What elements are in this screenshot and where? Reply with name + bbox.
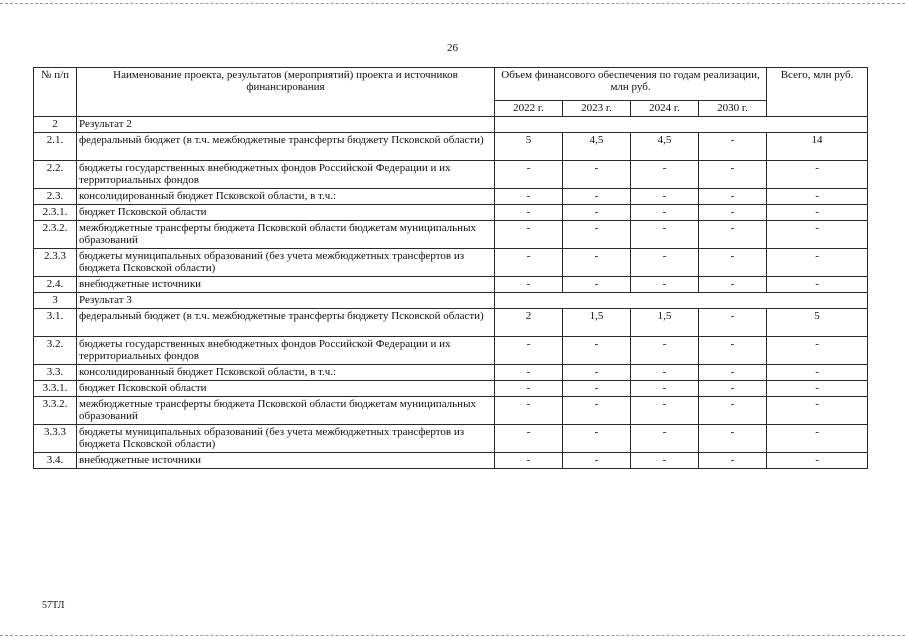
value-2023: -: [563, 381, 631, 397]
value-2023: -: [563, 189, 631, 205]
value-2024: -: [631, 397, 699, 425]
value-total: 14: [767, 133, 868, 161]
value-2023: -: [563, 221, 631, 249]
header-volume: Объем финансового обеспечения по годам реализации, млн руб.: [495, 68, 767, 101]
value-2024: -: [631, 189, 699, 205]
scan-edge-bottom: [0, 635, 905, 636]
value-2024: -: [631, 381, 699, 397]
financing-table: [33, 67, 868, 469]
section-title: Результат 3: [77, 293, 495, 309]
scan-edge-top: [0, 3, 905, 4]
row-number: 3.3.: [34, 365, 77, 381]
value-2022: -: [495, 221, 563, 249]
row-name: федеральный бюджет (в т.ч. межбюджетные трансферты бюджету Псковской области): [77, 133, 495, 161]
value-2030: -: [699, 309, 767, 337]
value-2024: -: [631, 453, 699, 469]
value-2030: -: [699, 365, 767, 381]
table-row: [34, 381, 868, 397]
row-name: бюджеты государственных внебюджетных фондов Российской Федерации и их территориальных фондов: [77, 161, 495, 189]
row-number: 2.1.: [34, 133, 77, 161]
value-2030: -: [699, 221, 767, 249]
value-2023: 4,5: [563, 133, 631, 161]
value-2030: -: [699, 249, 767, 277]
table-row: [34, 425, 868, 453]
value-2023: -: [563, 397, 631, 425]
value-2024: -: [631, 425, 699, 453]
row-name: бюджеты муниципальных образований (без учета межбюджетных трансфертов из бюджета Псковской области): [77, 425, 495, 453]
section-title: Результат 2: [77, 117, 495, 133]
header-num: № п/п: [34, 68, 77, 117]
value-2024: 4,5: [631, 133, 699, 161]
value-2024: -: [631, 161, 699, 189]
value-2023: -: [563, 453, 631, 469]
value-2024: -: [631, 277, 699, 293]
row-number: 3: [34, 293, 77, 309]
row-name: консолидированный бюджет Псковской области, в т.ч.:: [77, 189, 495, 205]
row-name: бюджеты муниципальных образований (без учета межбюджетных трансфертов из бюджета Псковской области): [77, 249, 495, 277]
table-row: [34, 337, 868, 365]
value-2022: -: [495, 189, 563, 205]
header-year-2024: 2024 г.: [631, 101, 699, 117]
value-2022: -: [495, 249, 563, 277]
row-name: консолидированный бюджет Псковской области, в т.ч.:: [77, 365, 495, 381]
value-2030: -: [699, 161, 767, 189]
header-year-2023: 2023 г.: [563, 101, 631, 117]
table-row: [34, 161, 868, 189]
row-name: бюджет Псковской области: [77, 205, 495, 221]
table-row: [34, 453, 868, 469]
value-2023: -: [563, 249, 631, 277]
header-total: Всего, млн руб.: [767, 68, 868, 117]
value-2022: -: [495, 381, 563, 397]
value-total: -: [767, 277, 868, 293]
row-name: внебюджетные источники: [77, 453, 495, 469]
value-2024: -: [631, 337, 699, 365]
table-row: [34, 249, 868, 277]
value-2023: -: [563, 337, 631, 365]
value-2022: -: [495, 161, 563, 189]
section-row: [34, 293, 868, 309]
section-empty-cell: [495, 117, 868, 133]
header-name: Наименование проекта, результатов (мероприятий) проекта и источников финансирования: [77, 68, 495, 117]
header-year-2030: 2030 г.: [699, 101, 767, 117]
row-number: 2.3.: [34, 189, 77, 205]
value-total: -: [767, 453, 868, 469]
row-name: бюджет Псковской области: [77, 381, 495, 397]
row-number: 2.3.1.: [34, 205, 77, 221]
value-2023: -: [563, 277, 631, 293]
value-2023: -: [563, 365, 631, 381]
table-row: [34, 365, 868, 381]
value-2022: -: [495, 205, 563, 221]
value-2022: -: [495, 453, 563, 469]
value-2023: 1,5: [563, 309, 631, 337]
value-total: -: [767, 381, 868, 397]
row-number: 3.3.1.: [34, 381, 77, 397]
row-name: межбюджетные трансферты бюджета Псковской области бюджетам муниципальных образований: [77, 221, 495, 249]
value-total: -: [767, 337, 868, 365]
footer-code: 57ТЛ: [42, 600, 65, 611]
table-header-row: [34, 68, 868, 101]
row-name: федеральный бюджет (в т.ч. межбюджетные трансферты бюджету Псковской области): [77, 309, 495, 337]
value-total: -: [767, 249, 868, 277]
table-row: [34, 133, 868, 161]
row-number: 3.3.3: [34, 425, 77, 453]
table-row: [34, 221, 868, 249]
table-body: [34, 117, 868, 469]
value-2030: -: [699, 425, 767, 453]
value-2022: 5: [495, 133, 563, 161]
value-2030: -: [699, 337, 767, 365]
row-number: 3.3.2.: [34, 397, 77, 425]
value-2022: 2: [495, 309, 563, 337]
value-2024: -: [631, 221, 699, 249]
value-2022: -: [495, 425, 563, 453]
value-2030: -: [699, 453, 767, 469]
value-2022: -: [495, 337, 563, 365]
value-2030: -: [699, 205, 767, 221]
value-total: -: [767, 365, 868, 381]
value-2030: -: [699, 277, 767, 293]
value-2023: -: [563, 161, 631, 189]
table-row: [34, 277, 868, 293]
section-empty-cell: [495, 293, 868, 309]
value-2030: -: [699, 133, 767, 161]
value-total: -: [767, 205, 868, 221]
value-2022: -: [495, 277, 563, 293]
table-row: [34, 309, 868, 337]
value-2024: -: [631, 365, 699, 381]
page-number: 26: [447, 42, 458, 54]
value-2024: 1,5: [631, 309, 699, 337]
table-row: [34, 397, 868, 425]
row-number: 2.3.3: [34, 249, 77, 277]
value-total: -: [767, 397, 868, 425]
row-number: 2.4.: [34, 277, 77, 293]
value-2030: -: [699, 397, 767, 425]
value-2024: -: [631, 249, 699, 277]
value-total: -: [767, 425, 868, 453]
header-year-2022: 2022 г.: [495, 101, 563, 117]
value-total: -: [767, 189, 868, 205]
table-row: [34, 205, 868, 221]
value-total: -: [767, 221, 868, 249]
value-total: 5: [767, 309, 868, 337]
row-number: 2.3.2.: [34, 221, 77, 249]
value-2024: -: [631, 205, 699, 221]
table-row: [34, 189, 868, 205]
row-name: межбюджетные трансферты бюджета Псковской области бюджетам муниципальных образований: [77, 397, 495, 425]
value-2030: -: [699, 381, 767, 397]
value-2023: -: [563, 205, 631, 221]
section-row: [34, 117, 868, 133]
row-number: 3.1.: [34, 309, 77, 337]
value-total: -: [767, 161, 868, 189]
row-number: 2.2.: [34, 161, 77, 189]
value-2022: -: [495, 365, 563, 381]
row-name: внебюджетные источники: [77, 277, 495, 293]
row-number: 3.2.: [34, 337, 77, 365]
value-2022: -: [495, 397, 563, 425]
value-2030: -: [699, 189, 767, 205]
row-number: 3.4.: [34, 453, 77, 469]
row-number: 2: [34, 117, 77, 133]
value-2023: -: [563, 425, 631, 453]
row-name: бюджеты государственных внебюджетных фондов Российской Федерации и их территориальных фондов: [77, 337, 495, 365]
